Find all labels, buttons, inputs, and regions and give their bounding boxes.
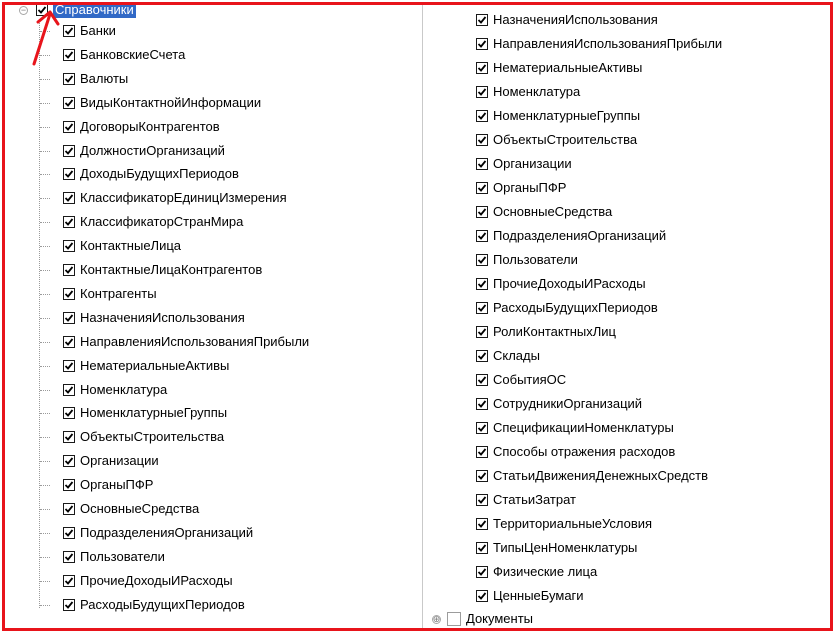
tree-guide-branch — [40, 366, 50, 367]
tree-item[interactable] — [476, 586, 584, 606]
tree-item[interactable] — [63, 308, 245, 328]
tree-item[interactable] — [63, 284, 157, 304]
tree-item[interactable] — [476, 10, 658, 30]
tree-guide-branch — [40, 581, 50, 582]
item-label: ПодразделенияОрганизаций — [493, 228, 667, 243]
tree-guide-branch — [40, 413, 50, 414]
tree-panel — [2, 2, 833, 631]
checkmark-icon — [477, 423, 487, 433]
checkmark-icon — [477, 567, 487, 577]
item-label: СтатьиЗатрат — [493, 492, 577, 507]
tree-guide-line — [39, 19, 40, 608]
item-label: РасходыБудущихПериодов — [80, 596, 245, 612]
checkmark-icon — [64, 313, 74, 323]
item-label: ТипыЦенНоменклатуры — [493, 540, 638, 555]
tree-guide-branch — [40, 390, 50, 391]
item-checkbox[interactable] — [476, 326, 488, 338]
item-label: Организации — [80, 453, 159, 469]
checkmark-icon — [477, 159, 487, 169]
item-checkbox[interactable] — [476, 206, 488, 218]
item-checkbox[interactable] — [476, 182, 488, 194]
tree-item[interactable] — [63, 69, 128, 89]
checkmark-icon — [64, 576, 74, 586]
tree-guide-branch — [40, 485, 50, 486]
item-label: РасходыБудущихПериодов — [493, 300, 658, 315]
item-checkbox[interactable] — [63, 336, 75, 348]
item-checkbox[interactable] — [476, 62, 488, 74]
item-label: НаправленияИспользованияПрибыли — [80, 333, 310, 349]
item-label: НематериальныеАктивы — [493, 60, 643, 75]
expand-icon[interactable]: ⊕ — [432, 613, 441, 624]
item-checkbox[interactable] — [476, 398, 488, 410]
item-label: Физические лица — [493, 564, 598, 579]
item-label: Способы отражения расходов — [493, 444, 676, 459]
item-label: СпецификацииНоменклатуры — [493, 420, 674, 435]
item-label: СтатьиДвиженияДенежныхСредств — [493, 468, 709, 483]
item-checkbox[interactable] — [63, 599, 75, 611]
item-checkbox[interactable] — [63, 192, 75, 204]
tree-item[interactable] — [476, 298, 658, 318]
checkmark-icon — [64, 265, 74, 275]
checkmark-icon — [477, 183, 487, 193]
item-checkbox[interactable] — [476, 86, 488, 98]
tree-item[interactable] — [63, 93, 261, 113]
item-label: ОбъектыСтроительства — [80, 429, 225, 445]
item-checkbox[interactable] — [63, 121, 75, 133]
item-checkbox[interactable] — [476, 134, 488, 146]
documents-checkbox[interactable] — [447, 612, 461, 626]
checkmark-icon — [477, 543, 487, 553]
item-checkbox[interactable] — [63, 360, 75, 372]
checkmark-icon — [64, 528, 74, 538]
checkmark-icon — [64, 122, 74, 132]
tree-guide-branch — [40, 318, 50, 319]
tree-item[interactable] — [476, 274, 646, 294]
tree-item[interactable] — [476, 202, 612, 222]
tree-item[interactable] — [476, 154, 572, 174]
item-label: КонтактныеЛицаКонтрагентов — [80, 262, 263, 277]
item-checkbox[interactable] — [476, 590, 488, 602]
tree-guide-branch — [40, 103, 50, 104]
checkmark-icon — [477, 447, 487, 457]
checkmark-icon — [64, 193, 74, 203]
tree-item[interactable] — [63, 236, 181, 256]
checkmark-icon — [64, 50, 74, 60]
item-label: ДоговорыКонтрагентов — [80, 118, 220, 134]
checkmark-icon — [477, 87, 487, 97]
tree-item[interactable] — [476, 178, 566, 198]
item-label: Контрагенты — [80, 285, 157, 301]
checkmark-icon — [477, 207, 487, 217]
tree-guide-branch — [40, 174, 50, 175]
tree-item[interactable] — [476, 418, 674, 438]
tree-guide-branch — [40, 294, 50, 295]
tree-item[interactable] — [476, 226, 666, 246]
item-label: Пользователи — [80, 548, 165, 564]
tree-guide-branch — [40, 437, 50, 438]
tree-item[interactable] — [63, 21, 116, 41]
item-checkbox[interactable] — [63, 73, 75, 85]
item-checkbox[interactable] — [63, 49, 75, 61]
tree-item[interactable] — [476, 442, 675, 462]
tree-item[interactable] — [63, 571, 233, 591]
item-label: СотрудникиОрганизаций — [493, 396, 643, 411]
checkmark-icon — [64, 169, 74, 179]
item-label: СобытияОС — [493, 372, 567, 387]
item-checkbox[interactable] — [476, 110, 488, 122]
checkmark-icon — [477, 495, 487, 505]
tree-item[interactable] — [476, 130, 637, 150]
checkmark-icon — [477, 375, 487, 385]
item-label: КлассификаторЕдиницИзмерения — [80, 190, 287, 206]
item-checkbox[interactable] — [63, 503, 75, 515]
checkmark-icon — [477, 519, 487, 529]
tree-item[interactable] — [476, 250, 578, 270]
item-checkbox[interactable] — [476, 350, 488, 362]
item-checkbox[interactable] — [476, 422, 488, 434]
tree-item[interactable] — [476, 322, 616, 342]
tree-guide-branch — [40, 509, 50, 510]
item-checkbox[interactable] — [63, 575, 75, 587]
tree-item[interactable] — [63, 427, 224, 447]
item-label: ПодразделенияОрганизаций — [80, 524, 254, 540]
checkmark-icon — [64, 385, 74, 395]
item-label: Склады — [493, 348, 540, 363]
tree-item[interactable] — [63, 332, 309, 352]
tree-item[interactable] — [63, 260, 262, 280]
item-checkbox[interactable] — [476, 38, 488, 50]
item-label: ВидыКонтактнойИнформации — [80, 94, 262, 110]
item-checkbox[interactable] — [63, 240, 75, 252]
item-label: ДоходыБудущихПериодов — [80, 166, 239, 182]
checkmark-icon — [64, 408, 74, 418]
item-label: НазначенияИспользования — [493, 12, 658, 27]
item-checkbox[interactable] — [63, 479, 75, 491]
item-label: ОрганыПФР — [493, 180, 567, 195]
tree-guide-branch — [40, 79, 50, 80]
item-checkbox[interactable] — [476, 374, 488, 386]
checkmark-icon — [477, 351, 487, 361]
tree-item[interactable] — [476, 490, 576, 510]
item-label: ОрганыПФР — [80, 477, 154, 493]
item-label: ОбъектыСтроительства — [493, 132, 638, 147]
tree-item[interactable] — [476, 394, 642, 414]
item-label: НоменклатурныеГруппы — [80, 405, 228, 421]
tree-guide-branch — [40, 127, 50, 128]
tree-item[interactable] — [63, 523, 253, 543]
checkmark-icon — [477, 39, 487, 49]
item-checkbox[interactable] — [63, 97, 75, 109]
tree-guide-branch — [40, 342, 50, 343]
checkmark-icon — [64, 504, 74, 514]
item-label: КлассификаторСтранМира — [80, 214, 244, 230]
checkmark-icon — [477, 15, 487, 25]
tree-item[interactable] — [476, 82, 580, 102]
item-label: Пользователи — [493, 252, 578, 267]
item-checkbox[interactable] — [63, 407, 75, 419]
checkmark-icon — [477, 591, 487, 601]
collapse-icon[interactable]: − — [20, 4, 27, 15]
item-label: НоменклатурныеГруппы — [493, 108, 641, 123]
item-checkbox[interactable] — [476, 494, 488, 506]
tree-item[interactable] — [476, 466, 708, 486]
checkmark-icon — [477, 303, 487, 313]
item-checkbox[interactable] — [63, 168, 75, 180]
item-checkbox[interactable] — [63, 25, 75, 37]
tree-item[interactable] — [63, 141, 225, 161]
documents-label: Документы — [466, 611, 534, 626]
checkmark-icon — [64, 74, 74, 84]
checkmark-icon — [64, 552, 74, 562]
item-label: ЦенныеБумаги — [493, 588, 584, 603]
item-checkbox[interactable] — [63, 312, 75, 324]
item-label: Номенклатура — [493, 84, 581, 99]
tree-item[interactable] — [476, 370, 566, 390]
tree-item[interactable] — [63, 188, 287, 208]
tree-item[interactable] — [63, 45, 185, 65]
checkmark-icon — [64, 456, 74, 466]
tree-item[interactable] — [63, 451, 159, 471]
tree-item[interactable] — [63, 475, 153, 495]
tree-guide-branch — [40, 151, 50, 152]
item-checkbox[interactable] — [476, 302, 488, 314]
item-label: ДолжностиОрганизаций — [80, 142, 225, 158]
tree-guide-branch — [40, 246, 50, 247]
checkmark-icon — [64, 337, 74, 347]
tree-item[interactable] — [476, 514, 652, 534]
tree-item[interactable] — [63, 403, 227, 423]
item-checkbox[interactable] — [63, 145, 75, 157]
tree-item[interactable] — [476, 562, 597, 582]
checkmark-icon — [477, 327, 487, 337]
tree-node-documents[interactable] — [432, 609, 533, 629]
item-checkbox[interactable] — [476, 230, 488, 242]
item-label: ПрочиеДоходыИРасходы — [493, 276, 646, 291]
checkmark-icon — [64, 26, 74, 36]
tree-item[interactable] — [63, 212, 243, 232]
tree-item[interactable] — [63, 164, 239, 184]
item-checkbox[interactable] — [63, 551, 75, 563]
checkmark-icon — [477, 399, 487, 409]
checkmark-icon — [64, 217, 74, 227]
checkmark-icon — [64, 289, 74, 299]
tree-item[interactable] — [476, 538, 637, 558]
item-checkbox[interactable] — [476, 14, 488, 26]
item-label: ПрочиеДоходыИРасходы — [80, 572, 233, 588]
item-checkbox[interactable] — [476, 446, 488, 458]
item-label: ОсновныеСредства — [493, 204, 613, 219]
checkmark-icon — [64, 361, 74, 371]
tree-guide-branch — [40, 270, 50, 271]
item-checkbox[interactable] — [476, 158, 488, 170]
checkmark-icon — [477, 63, 487, 73]
checkmark-icon — [64, 480, 74, 490]
tree-guide-branch — [40, 533, 50, 534]
item-label: Валюты — [80, 70, 129, 86]
tree-item[interactable] — [63, 356, 229, 376]
checkmark-icon — [477, 231, 487, 241]
item-checkbox[interactable] — [476, 254, 488, 266]
item-label: Банки — [80, 23, 116, 38]
tree-guide-branch — [40, 605, 50, 606]
item-label: НематериальныеАктивы — [80, 357, 230, 373]
checkmark-icon — [64, 241, 74, 251]
item-checkbox[interactable] — [63, 264, 75, 276]
tree-item[interactable] — [476, 106, 640, 126]
item-checkbox[interactable] — [476, 518, 488, 530]
item-label: ОсновныеСредства — [80, 501, 200, 516]
item-checkbox[interactable] — [63, 288, 75, 300]
item-checkbox[interactable] — [476, 566, 488, 578]
item-checkbox[interactable] — [476, 278, 488, 290]
checkmark-icon — [477, 471, 487, 481]
tree-item[interactable] — [63, 380, 167, 400]
item-checkbox[interactable] — [63, 216, 75, 228]
item-label: БанковскиеСчета — [80, 46, 186, 62]
checkmark-icon — [64, 600, 74, 610]
arrow-icon — [28, 6, 64, 68]
checkmark-icon — [477, 279, 487, 289]
tree-item[interactable] — [476, 58, 642, 78]
tree-item[interactable] — [476, 34, 722, 54]
tree-item[interactable] — [63, 117, 220, 137]
root-label: Справочники — [55, 2, 134, 17]
tree-guide-branch — [40, 557, 50, 558]
item-label: РолиКонтактныхЛиц — [493, 324, 616, 339]
item-checkbox[interactable] — [63, 455, 75, 467]
item-label: НазначенияИспользования — [80, 309, 245, 325]
tree-item[interactable] — [63, 499, 199, 519]
checkmark-icon — [64, 98, 74, 108]
item-label: Номенклатура — [80, 381, 168, 397]
item-checkbox[interactable] — [476, 542, 488, 554]
column-divider — [422, 5, 423, 628]
item-label: КонтактныеЛица — [80, 238, 182, 254]
tree-guide-branch — [40, 222, 50, 223]
tree-item[interactable] — [63, 595, 245, 615]
tree-guide-branch — [40, 461, 50, 462]
item-checkbox[interactable] — [63, 527, 75, 539]
checkmark-icon — [64, 432, 74, 442]
item-label: ТерриториальныеУсловия — [493, 516, 653, 531]
item-checkbox[interactable] — [63, 384, 75, 396]
checkmark-icon — [477, 255, 487, 265]
item-label: Организации — [493, 156, 572, 171]
item-label: НаправленияИспользованияПрибыли — [493, 36, 723, 51]
tree-item[interactable] — [63, 547, 165, 567]
item-checkbox[interactable] — [476, 470, 488, 482]
tree-guide-branch — [40, 198, 50, 199]
checkmark-icon — [477, 111, 487, 121]
checkmark-icon — [64, 146, 74, 156]
item-checkbox[interactable] — [63, 431, 75, 443]
tree-item[interactable] — [476, 346, 540, 366]
checkmark-icon — [477, 135, 487, 145]
